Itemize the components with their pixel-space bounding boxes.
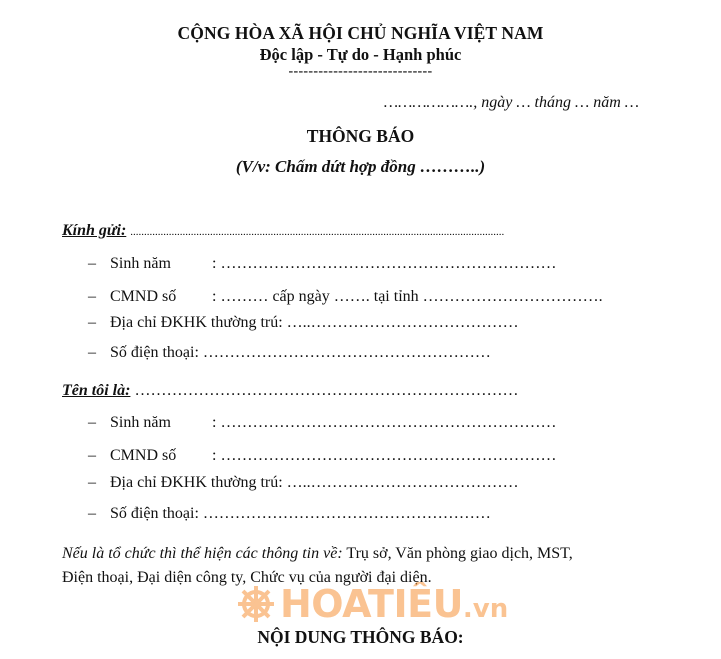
note-italic: Nếu là tổ chức thì thể hiện các thông tin về: — [62, 545, 343, 562]
field-label: CMND số — [110, 288, 177, 305]
field-label: Sinh năm — [110, 414, 171, 431]
field-value: : ……………………………………………………… — [208, 414, 557, 431]
field-value: ……………………………………………… — [198, 505, 491, 522]
document-subject: (V/v: Chấm dứt hợp đồng ………..) — [235, 157, 486, 176]
recipient-phone — [88, 344, 491, 362]
recipient-id-card — [88, 288, 603, 306]
note-line-1 — [62, 542, 573, 566]
field-label: Sinh năm — [110, 255, 171, 272]
bullet-dash: – — [88, 255, 96, 272]
sender-label: Tên tôi là: — [62, 382, 131, 399]
recipient-line — [62, 222, 504, 240]
watermark-suffix: .vn — [462, 593, 509, 624]
field-label: CMND số — [110, 447, 177, 464]
bullet-dash: – — [88, 474, 96, 491]
field-label: Địa chỉ ĐKHK thường trú: — [110, 474, 283, 491]
bullet-dash: – — [88, 505, 96, 522]
note-rest: Trụ sở, Văn phòng giao dịch, MST, — [342, 545, 573, 562]
header-divider: ----------------------------- — [288, 64, 433, 79]
watermark — [236, 581, 509, 626]
field-label: Địa chỉ ĐKHK thường trú: — [110, 314, 283, 331]
watermark-text — [280, 581, 509, 629]
recipient-label: Kính gửi: — [62, 222, 127, 239]
recipient-address — [88, 314, 519, 332]
recipient-birth-year — [88, 255, 556, 273]
sender-birth-year — [88, 414, 556, 432]
field-label: Số điện thoại: — [110, 505, 199, 522]
sender-line — [62, 382, 518, 400]
sender-phone — [88, 505, 491, 523]
bullet-dash: – — [88, 344, 96, 361]
sender-id-card — [88, 447, 556, 465]
field-label: Số điện thoại: — [110, 344, 199, 361]
content-heading: NỘI DUNG THÔNG BÁO: — [257, 627, 464, 647]
bullet-dash: – — [88, 414, 96, 431]
field-value: ……………………………………………… — [198, 344, 491, 361]
national-title: CỘNG HÒA XÃ HỘI CHỦ NGHĨA VIỆT NAM — [177, 23, 544, 43]
document-title: THÔNG BÁO — [306, 126, 415, 146]
ship-wheel-icon — [236, 584, 276, 629]
note-line-2: Điện thoại, Đại diện công ty, Chức vụ của người đại diện. — [62, 569, 432, 586]
field-value: …..………………………………… — [282, 314, 519, 331]
national-motto: Độc lập - Tự do - Hạnh phúc — [259, 45, 462, 64]
bullet-dash: – — [88, 447, 96, 464]
sender-address — [88, 474, 519, 492]
field-value: : ……………………………………………………… — [208, 255, 557, 272]
bullet-dash: – — [88, 288, 96, 305]
date-line: ………………., ngày … tháng … năm … — [383, 94, 639, 111]
field-value: …..………………………………… — [282, 474, 519, 491]
recipient-fill: ........................................................................................................................................ — [130, 226, 505, 238]
watermark-brand: HOATIÊU — [280, 581, 463, 626]
bullet-dash: – — [88, 314, 96, 331]
field-value: : ……… cấp ngày ……. tại tỉnh ……………………………. — [208, 288, 603, 305]
field-value: : ……………………………………………………… — [208, 447, 557, 464]
sender-fill: ……………………………………………………………… — [130, 382, 519, 399]
